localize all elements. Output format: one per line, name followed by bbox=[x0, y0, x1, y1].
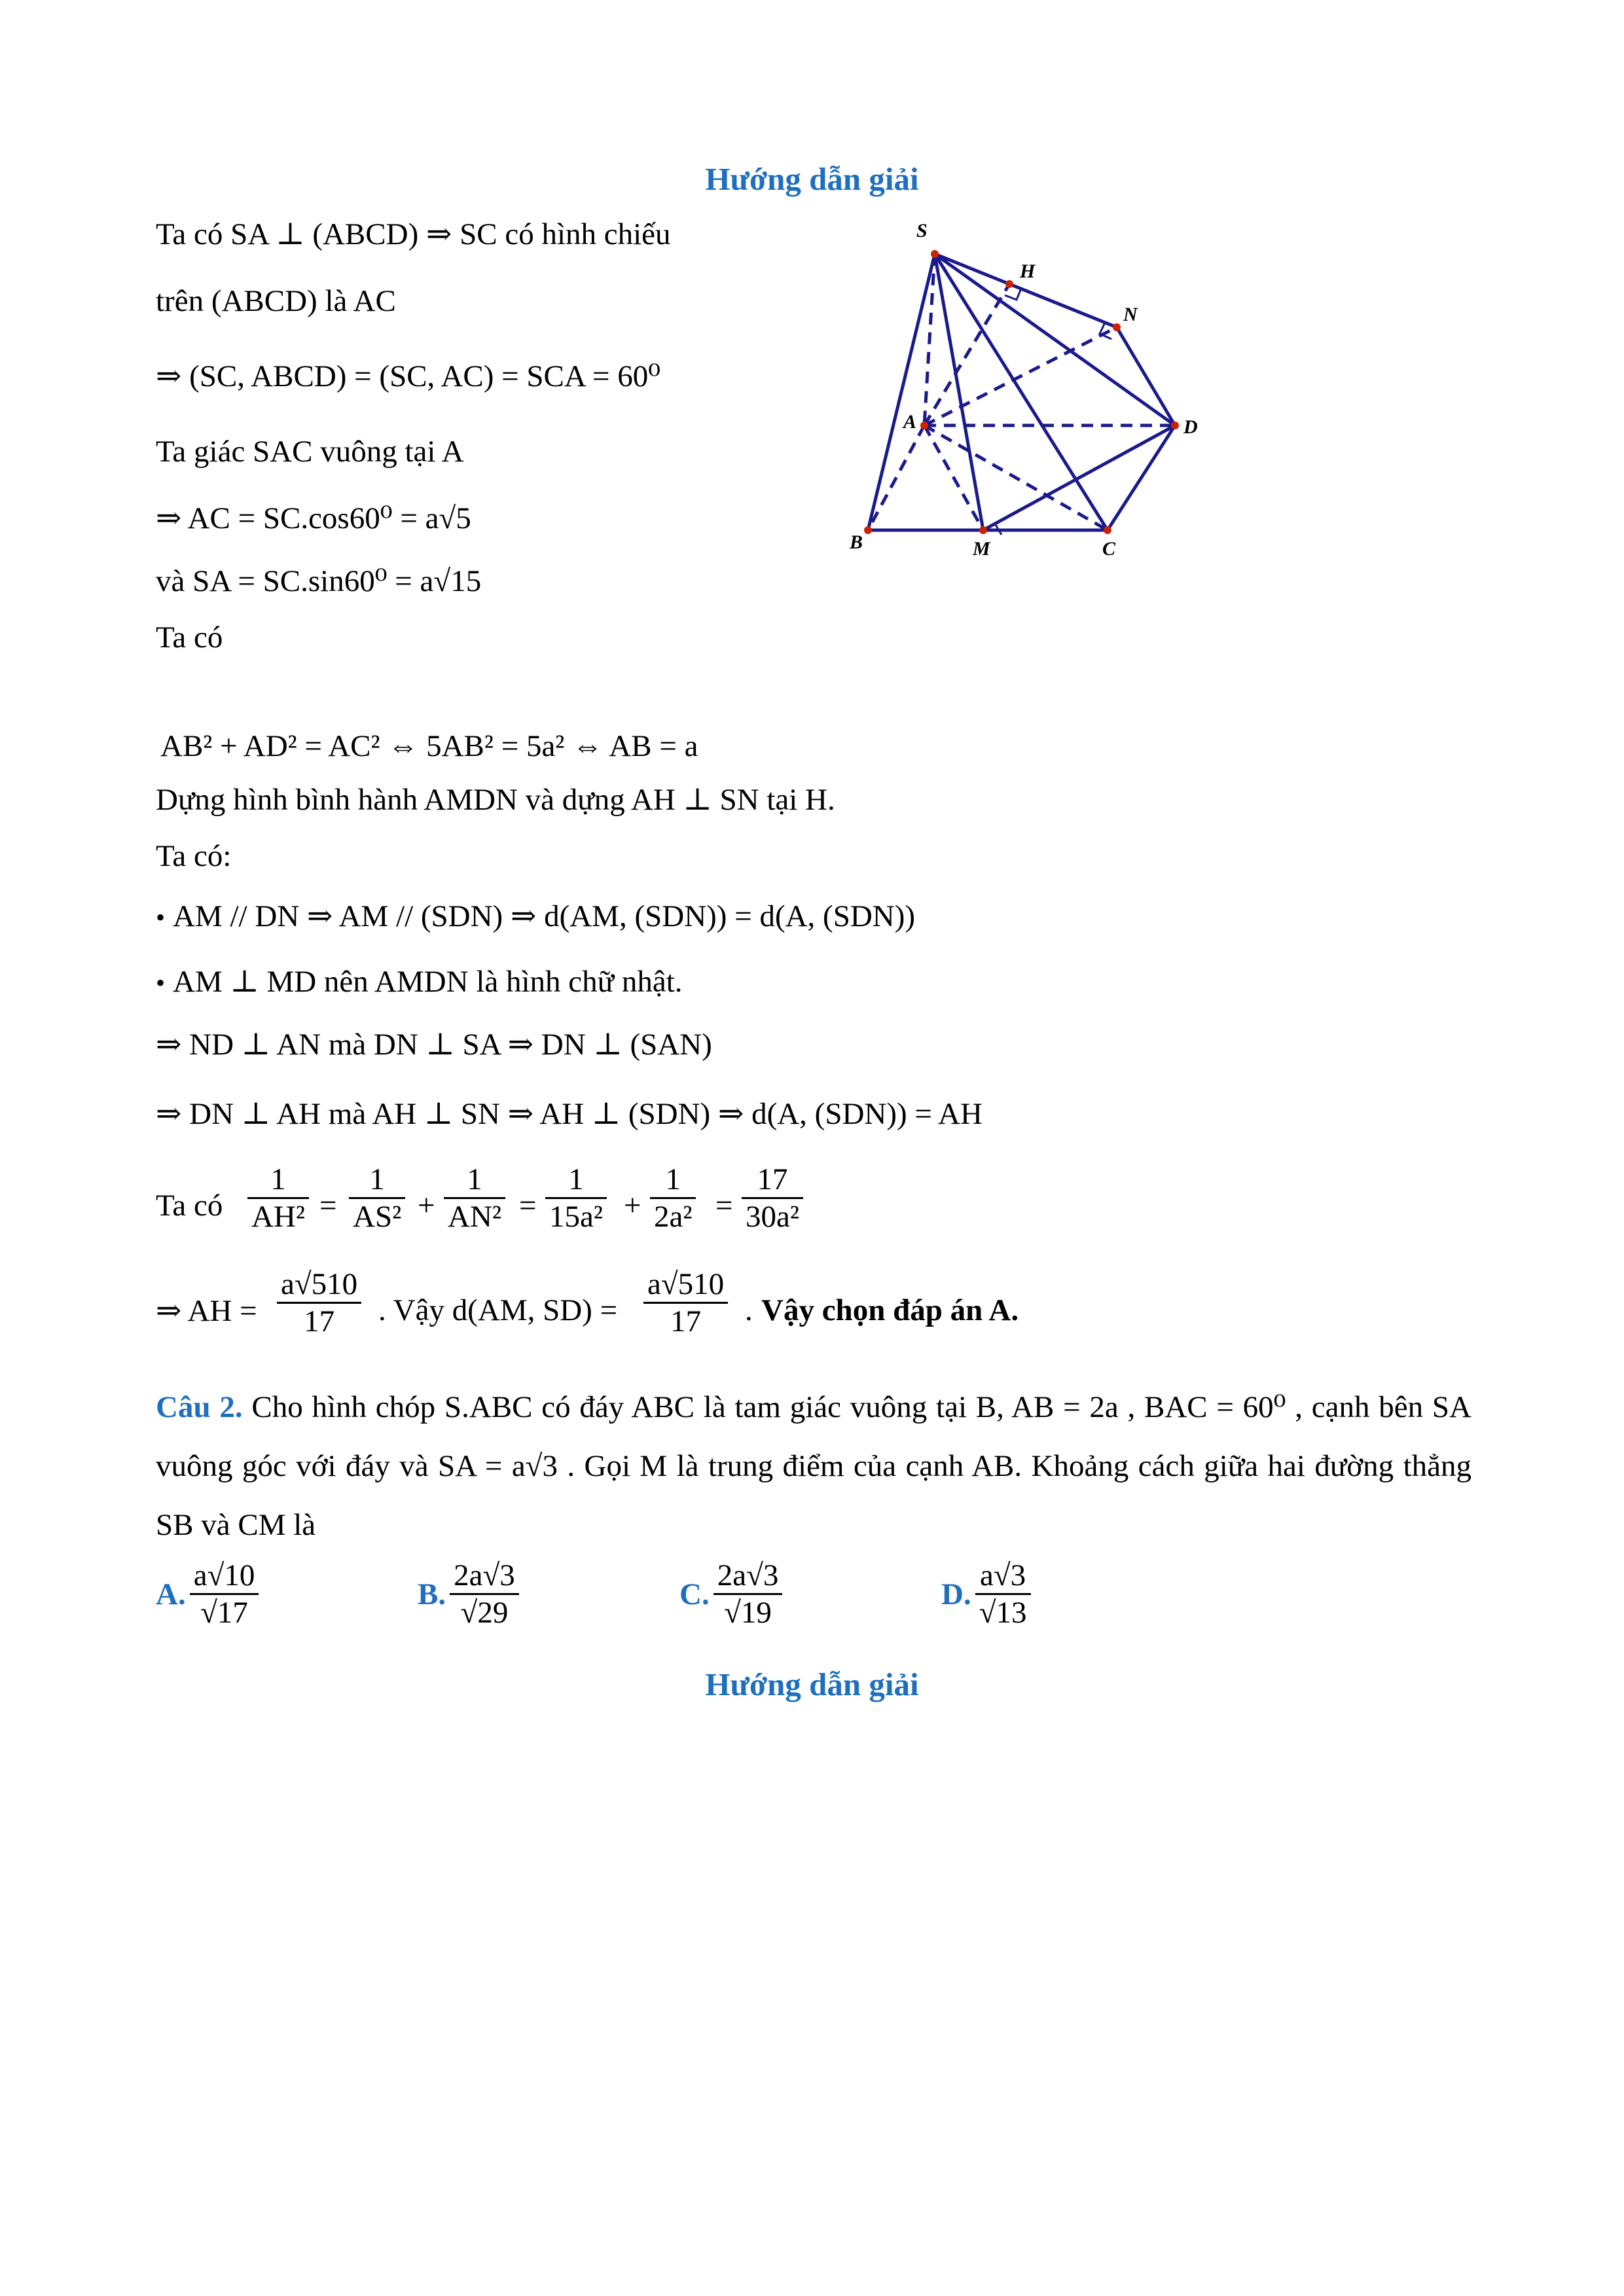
answer-letter: D. bbox=[941, 1577, 971, 1611]
label-H: H bbox=[1020, 260, 1036, 282]
point-A bbox=[920, 422, 928, 429]
point-S bbox=[931, 250, 939, 258]
result-prefix: ⇒ AH = bbox=[156, 1294, 257, 1328]
answer-option-d[interactable] bbox=[941, 1558, 1031, 1630]
edge-AB bbox=[868, 425, 924, 530]
solution-line-10: Ta có: bbox=[156, 839, 232, 873]
fraction-6: $\frac{17}{\text{30a²}}$ bbox=[742, 1162, 803, 1234]
solution-line-4: Ta giác SAC vuông tại A bbox=[156, 435, 464, 469]
point-H bbox=[1005, 280, 1013, 288]
label-N: N bbox=[1123, 304, 1138, 325]
label-S: S bbox=[916, 220, 928, 242]
point-C bbox=[1104, 526, 1111, 534]
solution-line-8: AB² + AD² = AC² ⇔ 5AB² = 5a² ⇔ AB = a bbox=[160, 729, 698, 763]
solution-line-11-text: AM // DN ⇒ AM // (SDN) ⇒ d(AM, (SDN)) = d(A, (SDN)) bbox=[173, 899, 916, 933]
label-B: B bbox=[850, 531, 863, 553]
solution-heading-2: Hướng dẫn giải bbox=[705, 1666, 919, 1702]
question-label: Câu 2. bbox=[156, 1390, 243, 1424]
solution-line-2: trên (ABCD) là AC bbox=[156, 284, 396, 318]
edge-CD bbox=[1108, 425, 1175, 530]
fraction-equation bbox=[156, 1162, 1072, 1260]
point-B bbox=[864, 526, 872, 534]
edge-AN bbox=[924, 327, 1117, 425]
equals-sign: = bbox=[319, 1189, 337, 1223]
solution-heading: Hướng dẫn giải bbox=[705, 161, 919, 197]
answer-option-a[interactable] bbox=[156, 1558, 259, 1630]
answer-letter: C. bbox=[679, 1577, 710, 1611]
label-A: A bbox=[903, 411, 917, 433]
bullet-icon: • bbox=[156, 903, 166, 932]
solution-line-1: Ta có SA ⊥ (ABCD) ⇒ SC có hình chiếu bbox=[156, 217, 671, 251]
label-D: D bbox=[1183, 416, 1198, 438]
edge-SC bbox=[935, 254, 1108, 530]
answer-option-b[interactable] bbox=[418, 1558, 519, 1630]
solution-line-3: ⇒ (SC, ABCD) = (SC, AC) = SCA = 60⁰ bbox=[156, 359, 661, 393]
result-equation bbox=[156, 1266, 1138, 1365]
fraction-prefix: Ta có bbox=[156, 1189, 223, 1223]
equals-sign: = bbox=[715, 1189, 733, 1223]
solution-line-12-text: AM ⊥ MD nên AMDN là hình chữ nhật. bbox=[173, 965, 683, 999]
result-fraction-1: $\frac{a√510}{17}$ bbox=[277, 1266, 361, 1339]
answer-letter: A. bbox=[156, 1577, 186, 1611]
label-M: M bbox=[973, 538, 990, 560]
answer-value: $\frac{a√10}{√17}$ bbox=[190, 1558, 259, 1630]
edge-ND bbox=[1117, 327, 1175, 425]
fraction-5: $\frac{1}{\text{2a²}}$ bbox=[650, 1162, 696, 1234]
solution-line-7: Ta có bbox=[156, 620, 223, 655]
fraction-1: $\frac{1}{\text{AH²}}$ bbox=[247, 1162, 309, 1234]
fraction-3: $\frac{1}{\text{AN²}}$ bbox=[444, 1162, 505, 1234]
answer-letter: B. bbox=[418, 1577, 446, 1611]
result-conclusion: Vậy chọn đáp án A. bbox=[761, 1293, 1019, 1327]
plus-sign: + bbox=[418, 1189, 435, 1223]
solution-line-6: và SA = SC.sin60⁰ = a√15 bbox=[156, 564, 482, 598]
point-N bbox=[1113, 323, 1121, 331]
label-C: C bbox=[1102, 538, 1116, 560]
fraction-2: $\frac{1}{\text{AS²}}$ bbox=[349, 1162, 405, 1234]
solution-line-9: Dựng hình bình hành AMDN và dựng AH ⊥ SN tại H. bbox=[156, 783, 835, 817]
point-M bbox=[979, 526, 987, 534]
result-fraction-2: $\frac{a√510}{17}$ bbox=[643, 1266, 728, 1339]
fraction-4: $\frac{1}{\text{15a²}}$ bbox=[545, 1162, 607, 1234]
solution-line-12 bbox=[156, 962, 683, 1003]
answer-value: $\frac{2a√3}{√19}$ bbox=[713, 1558, 783, 1630]
answer-options bbox=[156, 1558, 1334, 1656]
bullet-icon: • bbox=[156, 968, 166, 997]
point-D bbox=[1171, 422, 1179, 429]
solution-line-13: ⇒ ND ⊥ AN mà DN ⊥ SA ⇒ DN ⊥ (SAN) bbox=[156, 1028, 712, 1062]
solution-line-14: ⇒ DN ⊥ AH mà AH ⊥ SN ⇒ AH ⊥ (SDN) ⇒ d(A, (SDN)) = AH bbox=[156, 1097, 983, 1131]
pyramid-figure bbox=[838, 216, 1257, 563]
question-text: Cho hình chóp S.ABC có đáy ABC là tam giác vuông tại B, AB = 2a , BAC = 60⁰ , cạnh bên SA vuông góc với đáy và SA = a√3 . Gọi M là trung điểm của cạnh AB. Khoảng cách giữa hai đường thẳng SB và CM là bbox=[156, 1390, 1471, 1542]
equals-sign: = bbox=[519, 1189, 537, 1223]
answer-value: $\frac{a√3}{√13}$ bbox=[975, 1558, 1031, 1630]
solution-line-11 bbox=[156, 897, 915, 937]
plus-sign: + bbox=[624, 1189, 641, 1223]
edge-SD bbox=[935, 254, 1175, 425]
result-middle: . Vậy d(AM, SD) = bbox=[378, 1293, 618, 1327]
question-2 bbox=[156, 1378, 1471, 1554]
result-dot: . bbox=[745, 1293, 753, 1327]
answer-option-c[interactable] bbox=[679, 1558, 782, 1630]
answer-value: $\frac{2a√3}{√29}$ bbox=[450, 1558, 519, 1630]
solution-line-5: ⇒ AC = SC.cos60⁰ = a√5 bbox=[156, 501, 471, 535]
